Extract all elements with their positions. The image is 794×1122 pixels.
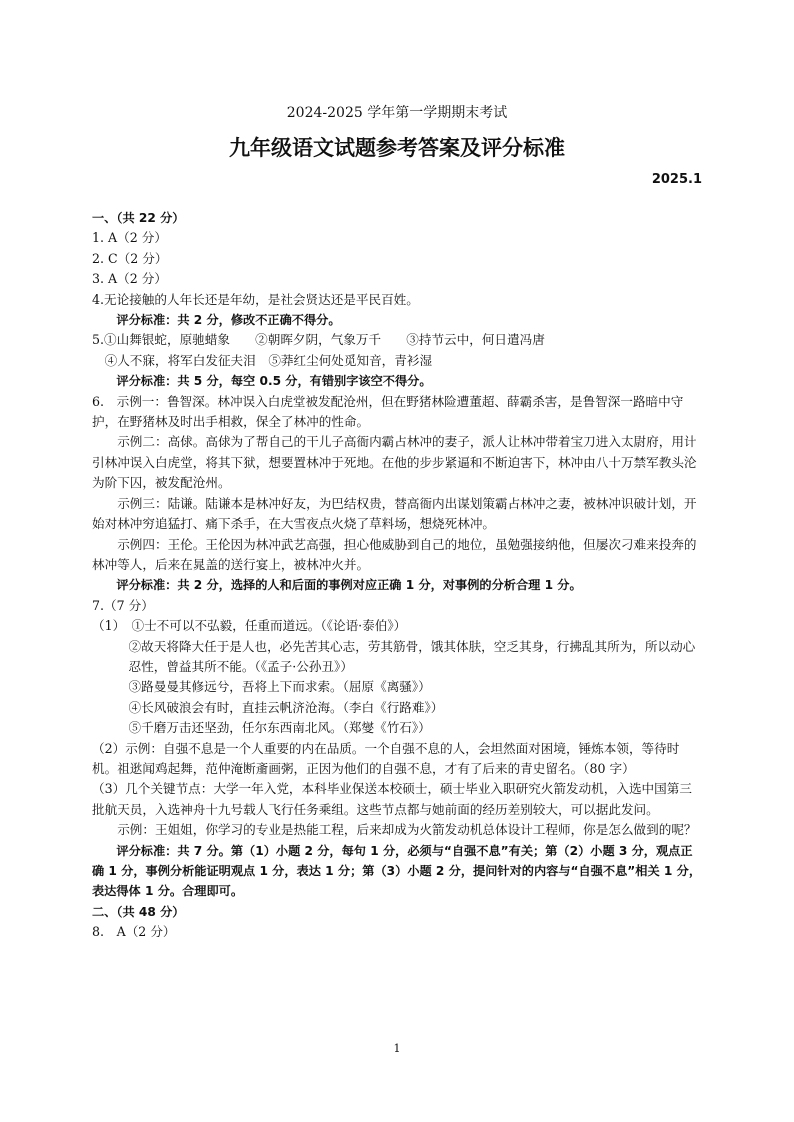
answer-line: 示例二：高俅。高俅为了帮自己的干儿子高衙内霸占林冲的妻子，派人让林冲带着宝刀进入太尉府，用计引林冲误入白虎堂，将其下狱，想要置林冲于死地。在他的步步紧逼和不断迫害下，林冲由八十万禁军教头沦为阶下囚，被发配沧州。 bbox=[92, 434, 697, 491]
answer-line: （1） ①士不可以不弘毅，任重而道远。（《论语·泰伯》） bbox=[92, 618, 407, 634]
answer-line: 评分标准：共 7 分。第（1）小题 2 分，每句 1 分，必须与“自强不息”有关；第（2）小题 3 分，观点正确 1 分，事例分析能证明观点 1 分，表达 1 分；第（3）小题 2 分，提问针对的内容与“自强不息”相关 1 分，表达得体 1 分。合理即可。 bbox=[92, 843, 702, 899]
answer-line: 1. A（2 分） bbox=[92, 230, 167, 246]
exam-subtitle: 2024-2025 学年第一学期期末考试 bbox=[286, 105, 508, 121]
answer-line: 6. 示例一：鲁智深。林冲误入白虎堂被发配沧州，但在野猪林险遭董超、薛霸杀害，是鲁智深一路暗中守护，在野猪林及时出手相救，保全了林冲的性命。 bbox=[92, 393, 684, 430]
answer-line: 5.①山舞银蛇，原驰蜡象 ②朝晖夕阴，气象万千 ③持节云中，何日遣冯唐 bbox=[92, 332, 545, 348]
answer-line: （2）示例：自强不息是一个人重要的内在品质。一个自强不息的人，会坦然面对困境，锤炼本领，等待时机。祖逖闻鸡起舞，范仲淹断齑画粥，正因为他们的自强不息，才有了后来的青史留名。（80 字） bbox=[92, 740, 680, 776]
answer-line: 示例四：王伦。王伦因为林冲武艺高强，担心他威胁到自己的地位，虽勉强接纳他，但屡次刁难来投奔的林冲等人，后来在晁盖的送行宴上，被林冲火并。 bbox=[92, 536, 697, 572]
answer-line: ⑤千磨万击还坚劲，任尔东西南北风。（郑燮《竹石》） bbox=[128, 720, 431, 736]
answer-line: 4.无论接触的人年长还是年幼，是社会贤达还是平民百姓。 bbox=[92, 291, 419, 307]
page-number: 1 bbox=[393, 1042, 401, 1055]
answer-line: （3）几个关键节点：大学一年入党，本科毕业保送本校硕士，硕士毕业入职研究火箭发动机，入选中国第三批航天员，入选神舟十九号载人飞行任务乘组。这些节点都与她前面的经历差别较大，可以据此发问。 bbox=[92, 781, 692, 817]
answer-line: 评分标准：共 2 分，修改不正确不得分。 bbox=[116, 313, 341, 328]
answer-line: ③路曼曼其修远兮，吾将上下而求索。（屈原《离骚》） bbox=[128, 679, 431, 695]
answer-line: 3. A（2 分） bbox=[92, 271, 167, 287]
answer-line: 示例：王姐姐，你学习的专业是热能工程，后来却成为火箭发动机总体设计工程师，你是怎么做到的呢？ bbox=[117, 822, 697, 838]
answer-line: ④人不寐，将军白发征夫泪 ⑤莽红尘何处觅知音，青衫湿 bbox=[104, 352, 433, 368]
answer-line: 评分标准：共 5 分，每空 0.5 分，有错别字该空不得分。 bbox=[116, 374, 432, 389]
answer-line: ②故天将降大任于是人也，必先苦其心志，劳其筋骨，饿其体肤，空乏其身，行拂乱其所为，所以动心忍性，曾益其所不能。（《孟子·公孙丑》） bbox=[128, 638, 696, 674]
answer-line: 示例三：陆谦。陆谦本是林冲好友，为巴结权贵，替高衙内出谋划策霸占林冲之妻，被林冲识破计划，开始对林冲穷追猛打、痛下杀手，在大雪夜点火烧了草料场，想烧死林冲。 bbox=[92, 495, 697, 532]
answer-line: 一、（共 22 分） bbox=[92, 211, 185, 225]
answer-line: ④长风破浪会有时，直挂云帆济沧海。（李白《行路难》） bbox=[128, 699, 444, 715]
answer-line: 评分标准：共 2 分，选择的人和后面的事例对应正确 1 分，对事例的分析合理 1 分。 bbox=[116, 578, 582, 593]
answer-line: 8. A（2 分） bbox=[92, 924, 176, 940]
answer-line: 二、（共 48 分） bbox=[92, 904, 185, 919]
exam-date: 2025.1 bbox=[651, 172, 702, 187]
answer-body bbox=[92, 208, 702, 943]
page-title: 九年级语文试题参考答案及评分标准 bbox=[229, 136, 565, 160]
answer-line: 2. C（2 分） bbox=[92, 250, 168, 266]
answer-line: 7.（7 分） bbox=[92, 597, 154, 613]
